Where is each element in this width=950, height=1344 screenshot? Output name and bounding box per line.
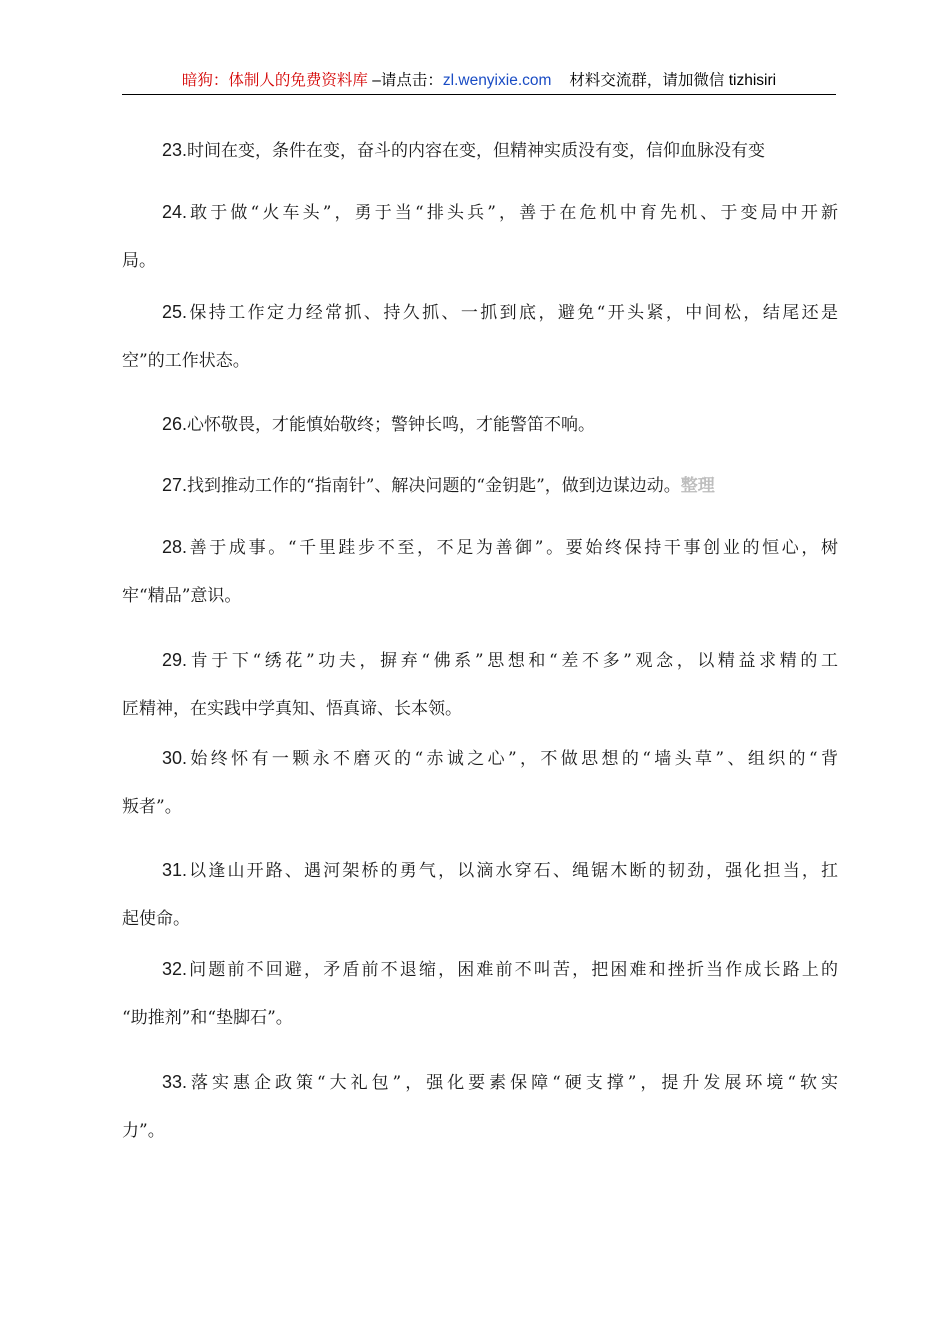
- item-number: 30.: [162, 748, 188, 768]
- item-number: 26.: [162, 414, 188, 434]
- list-item: [122, 288, 838, 385]
- item-number: 24.: [162, 202, 188, 222]
- list-item: [122, 188, 838, 285]
- item-line: [122, 523, 838, 572]
- item-number: 28.: [162, 537, 188, 557]
- list-item: [122, 126, 838, 175]
- item-number: 33.: [162, 1072, 188, 1092]
- header-wechat-note: 材料交流群，请加微信 tizhisiri: [569, 72, 777, 89]
- item-line: [122, 461, 838, 510]
- page-header: [122, 68, 836, 95]
- item-text: 心怀敬畏，才能慎始敬终；警钟长鸣，才能警笛不响。: [187, 415, 596, 435]
- item-number: 31.: [162, 860, 188, 880]
- item-line: [122, 400, 838, 449]
- item-text-continued: 空”的工作状态。: [122, 351, 250, 371]
- item-text: 问题前不回避，矛盾前不退缩，困难前不叫苦，把困难和挫折当作成长路上的: [187, 960, 838, 980]
- item-text: 找到推动工作的“指南针”、解决问题的“金钥匙”，做到边谋边动。: [187, 476, 681, 496]
- header-click-prompt: –请点击：: [367, 72, 443, 89]
- item-number: 29.: [162, 650, 188, 670]
- item-line: [122, 945, 838, 994]
- item-line: [122, 288, 838, 337]
- header-site-name: 暗狗：体制人的免费资料库: [181, 72, 368, 89]
- item-text-continued: 叛者”。: [122, 797, 182, 817]
- item-text-continued: “助推剂”和“垫脚石”。: [122, 1008, 293, 1028]
- list-item: [122, 1058, 838, 1155]
- list-item: [122, 461, 838, 510]
- item-text: 落实惠企政策“大礼包”，强化要素保障“硬支撑”，提升发展环境“软实: [187, 1073, 838, 1093]
- header-link[interactable]: zl.wenyixie.com: [442, 72, 552, 89]
- list-item: [122, 400, 838, 449]
- item-text: 始终怀有一颗永不磨灭的“赤诚之心”，不做思想的“墙头草”、组织的“背: [187, 749, 838, 769]
- item-line: [122, 846, 838, 895]
- item-text-continued: 局。: [122, 251, 156, 271]
- item-text-continued: 起使命。: [122, 909, 190, 929]
- item-line: [122, 1058, 838, 1107]
- item-text: 善于成事。“千里跬步不至，不足为善御”。要始终保持干事创业的恒心，树: [187, 538, 838, 558]
- item-text: 保持工作定力经常抓、持久抓、一抓到底，避免“开头紧，中间松，结尾还是: [187, 303, 838, 323]
- item-number: 32.: [162, 959, 188, 979]
- item-line: [122, 126, 838, 175]
- item-line: [122, 734, 838, 783]
- list-item: [122, 734, 838, 831]
- item-text-continued: 牢“精品”意识。: [122, 586, 242, 606]
- list-item: [122, 945, 838, 1042]
- item-number: 25.: [162, 302, 188, 322]
- item-text: 以逢山开路、遇河架桥的勇气，以滴水穿石、绳锯木断的韧劲，强化担当，扛: [187, 861, 838, 881]
- list-item: [122, 636, 838, 733]
- item-text: 时间在变，条件在变，奋斗的内容在变，但精神实质没有变，信仰血脉没有变: [187, 141, 766, 161]
- item-text: 肯于下“绣花”功夫，摒弃“佛系”思想和“差不多”观念，以精益求精的工: [187, 651, 838, 671]
- item-line: [122, 188, 838, 237]
- item-text-continued: 匠精神，在实践中学真知、悟真谛、长本领。: [122, 699, 462, 719]
- watermark-text: 整理: [680, 476, 715, 496]
- item-number: 23.: [162, 140, 188, 160]
- list-item: [122, 523, 838, 620]
- item-line: [122, 636, 838, 685]
- list-item: [122, 846, 838, 943]
- item-number: 27.: [162, 475, 188, 495]
- item-text: 敢于做“火车头”，勇于当“排头兵”，善于在危机中育先机、于变局中开新: [187, 203, 838, 223]
- item-text-continued: 力”。: [122, 1121, 165, 1141]
